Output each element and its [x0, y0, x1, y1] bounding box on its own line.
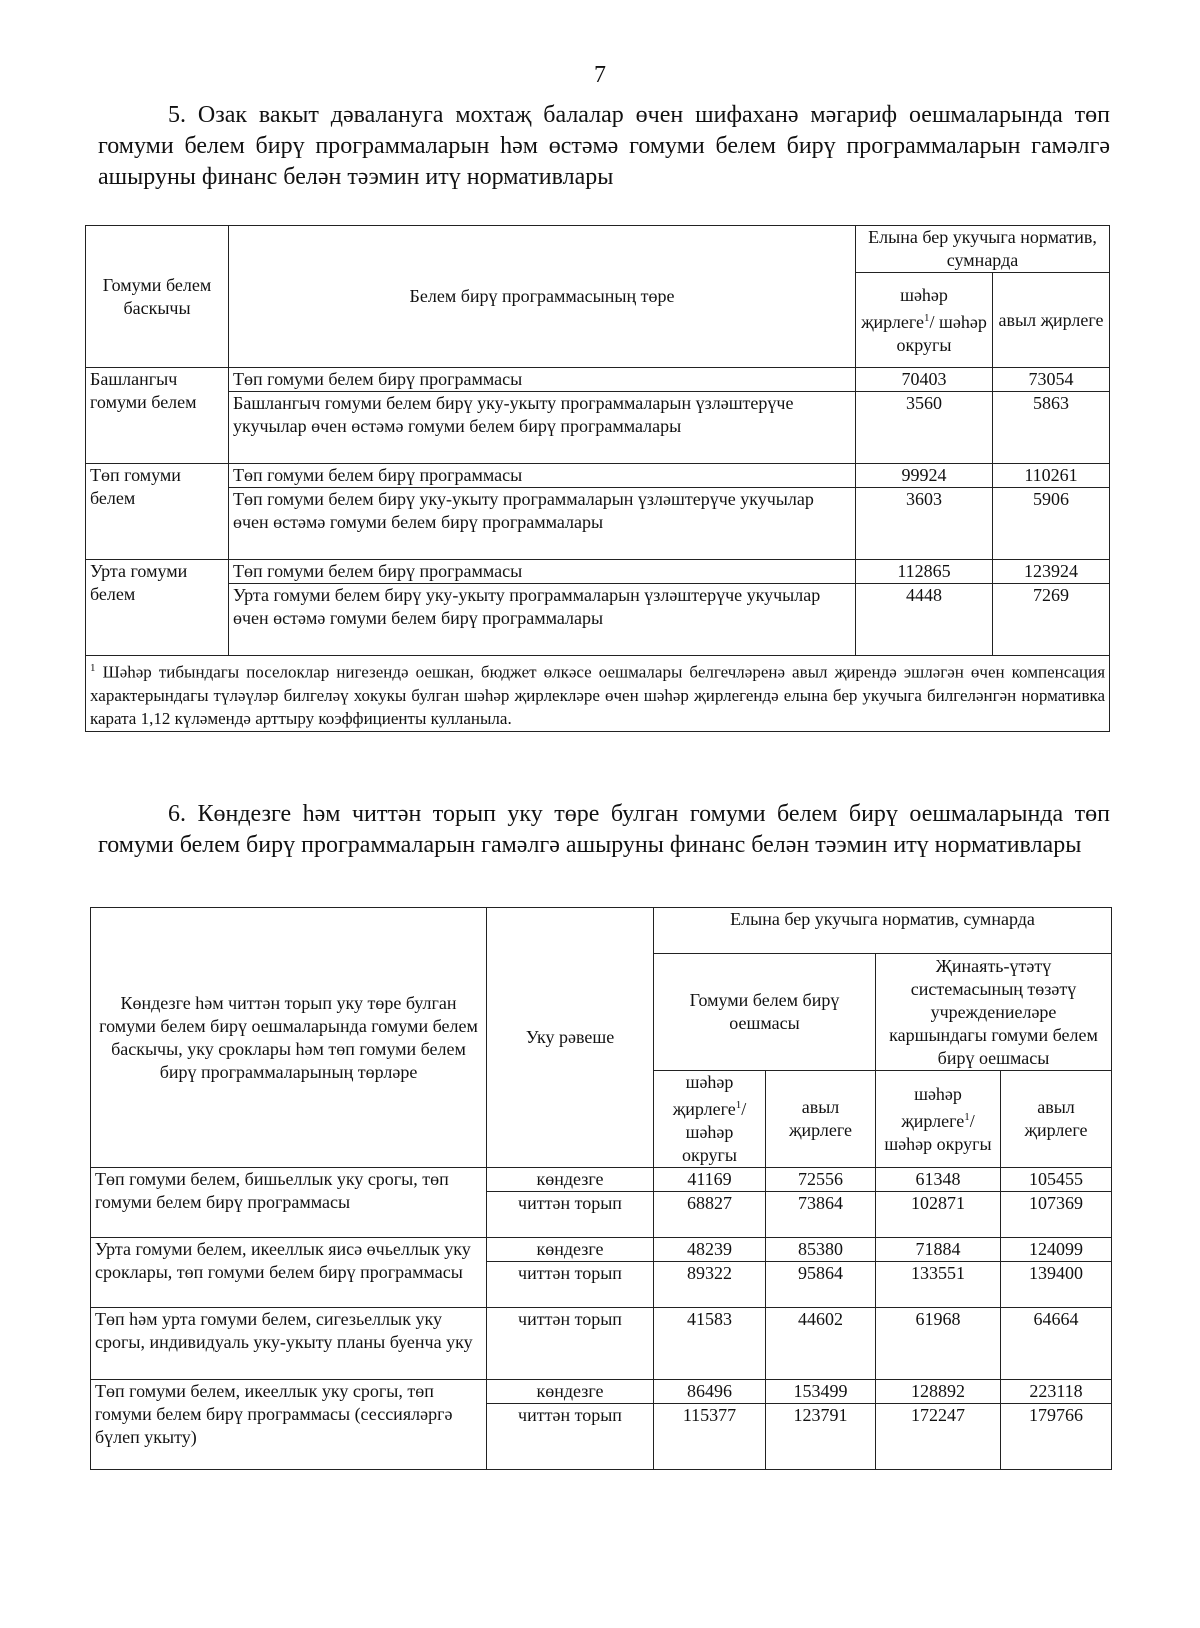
value-cell: 123791 [766, 1404, 876, 1470]
row-description: Төп гомуми белем, бишьеллык уку срогы, төп гомуми белем бирү программасы [91, 1168, 487, 1238]
header-urban-l1: шәһәр [900, 284, 948, 305]
value-cell: 71884 [876, 1238, 1001, 1262]
study-form: читтән торып [487, 1262, 654, 1308]
header-urban-l1: шәһәр [914, 1083, 962, 1104]
header-normative-group: Елына бер укучыга норматив, сумнарда [856, 226, 1110, 273]
header-stage [86, 226, 229, 368]
row-description: Төп гомуми белем, икееллык уку срогы, төп гомуми белем бирү программасы (сессияләргә бүлеп укыту) [91, 1380, 487, 1470]
value-cell: 172247 [876, 1404, 1001, 1470]
header-program-type-text: Белем бирү программасының төре [409, 286, 675, 306]
value-cell: 105455 [1001, 1168, 1112, 1192]
footnote-ref: 1 [735, 1099, 742, 1111]
value-cell: 128892 [876, 1380, 1001, 1404]
study-form: көндезге [487, 1238, 654, 1262]
footnote [86, 656, 1110, 732]
value-cell: 124099 [1001, 1238, 1112, 1262]
header-urban [876, 1071, 1001, 1168]
value-cell: 72556 [766, 1168, 876, 1192]
value-cell: 86496 [654, 1380, 766, 1404]
value-cell: 61968 [876, 1308, 1001, 1380]
urban-value: 4448 [856, 584, 993, 656]
stage-secondary: Урта гомуми белем [86, 560, 229, 656]
study-form: читтән торып [487, 1192, 654, 1238]
value-cell: 179766 [1001, 1404, 1112, 1470]
header-study-form [487, 908, 654, 1168]
header-urban-l2: җирлеге [672, 1099, 736, 1119]
value-cell: 64664 [1001, 1308, 1112, 1380]
value-cell: 139400 [1001, 1262, 1112, 1308]
program-cell: Төп гомуми белем бирү программасы [229, 464, 856, 488]
value-cell: 41583 [654, 1308, 766, 1380]
study-form: читтән торып [487, 1308, 654, 1380]
value-cell: 73864 [766, 1192, 876, 1238]
value-cell: 85380 [766, 1238, 876, 1262]
stage-basic: Төп гомуми белем [86, 464, 229, 560]
stage-primary: Башлангыч гомуми белем [86, 368, 229, 464]
footnote-text: Шәһәр тибындагы поселоклар нигезендә оешкан, бюджет өлкәсе оешмалары белгечләренә авыл җирендә эшләгән өчен компенсация характерындагы түләүләр билгеләү хокукы булган шәһәр җирлекләре өчен шәһәр җирлегендә елына бер укучыга билгеләнгән нормативка карата 1,12 күләмендә арттыру коэффициенты кулланыла. [90, 662, 1106, 728]
header-general-school: Гомуми белем бирү оешмасы [654, 954, 876, 1071]
rural-value: 110261 [993, 464, 1110, 488]
value-cell: 223118 [1001, 1380, 1112, 1404]
program-cell: Урта гомуми белем бирү уку-укыту программаларын үзләштерүче укучылар өчен өстәмә гомуми белем бирү программалары [229, 584, 856, 656]
rural-value: 123924 [993, 560, 1110, 584]
rural-value: 73054 [993, 368, 1110, 392]
program-cell: Башлангыч гомуми белем бирү уку-укыту программаларын үзләштерүче укучылар өчен өстәмә гомуми белем бирү программалары [229, 392, 856, 464]
urban-value: 112865 [856, 560, 993, 584]
value-cell: 48239 [654, 1238, 766, 1262]
value-cell: 107369 [1001, 1192, 1112, 1238]
value-cell: 89322 [654, 1262, 766, 1308]
header-description-text: Көндезге һәм читтән торып уку төре булган гомуми белем бирү оешмаларында гомуми белем баскычы, уку сроклары һәм төп гомуми белем бирү программаларының төрләре [99, 992, 478, 1082]
header-urban-l3: / шәһәр округы [896, 311, 987, 355]
table-5 [85, 225, 1110, 732]
row-description: Урта гомуми белем, икееллык яисә өчьеллык уку сроклары, төп гомуми белем бирү программасы [91, 1238, 487, 1308]
study-form: көндезге [487, 1168, 654, 1192]
value-cell: 133551 [876, 1262, 1001, 1308]
value-cell: 61348 [876, 1168, 1001, 1192]
header-normative-group: Елына бер укучыга норматив, сумнарда [654, 908, 1112, 954]
program-cell: Төп гомуми белем бирү программасы [229, 368, 856, 392]
urban-value: 99924 [856, 464, 993, 488]
rural-value: 5863 [993, 392, 1110, 464]
header-urban-l1: шәһәр [685, 1072, 734, 1092]
header-study-form-text: Уку рәвеше [525, 1027, 615, 1047]
header-urban [856, 273, 993, 368]
section-6-heading: 6. Көндезге һәм читтән торып уку төре булган гомуми белем бирү оешмаларында төп гомуми белем бирү программаларын гамәлгә ашыруны финанс белән тәэмин итү нормативлары [98, 801, 1110, 858]
header-urban-l3: / шәһәр округы [884, 1110, 992, 1154]
urban-value: 3560 [856, 392, 993, 464]
footnote-ref: 1 [964, 1110, 970, 1123]
footnote-ref: 1 [924, 311, 930, 324]
value-cell: 115377 [654, 1404, 766, 1470]
header-rural: авыл җирлеге [1001, 1071, 1112, 1168]
header-urban-l2: җирлеге [901, 1110, 965, 1131]
header-stage-text: Гомуми белем баскычы [102, 274, 212, 318]
header-program-type [229, 226, 856, 368]
urban-value: 3603 [856, 488, 993, 560]
header-rural: авыл җирлеге [993, 273, 1110, 368]
value-cell: 153499 [766, 1380, 876, 1404]
footnote-mark: 1 [90, 662, 96, 674]
header-urban [654, 1071, 766, 1168]
program-cell: Төп гомуми белем бирү программасы [229, 560, 856, 584]
header-rural: авыл җирлеге [766, 1071, 876, 1168]
section-5-heading: 5. Озак вакыт дәвалануга мохтаҗ балалар өчен шифаханә мәгариф оешмаларында төп гомуми белем бирү программаларын һәм өстәмә гомуми белем бирү программаларын гамәлгә ашыруны финанс белән тәэмин итү нормативлары [98, 102, 1110, 190]
header-description [91, 908, 487, 1168]
page-number: 7 [594, 62, 606, 88]
urban-value: 70403 [856, 368, 993, 392]
header-urban-l3: / шәһәр округы [682, 1099, 747, 1165]
row-description: Төп һәм урта гомуми белем, сигезьеллык уку срогы, индивидуаль уку-укыту планы буенча уку [91, 1308, 487, 1380]
study-form: көндезге [487, 1380, 654, 1404]
table-6 [90, 907, 1112, 1470]
rural-value: 7269 [993, 584, 1110, 656]
study-form: читтән торып [487, 1404, 654, 1470]
program-cell: Төп гомуми белем бирү уку-укыту программаларын үзләштерүче укучылар өчен өстәмә гомуми белем бирү программалары [229, 488, 856, 560]
value-cell: 102871 [876, 1192, 1001, 1238]
value-cell: 44602 [766, 1308, 876, 1380]
header-urban-l2: җирлеге [861, 311, 925, 332]
value-cell: 95864 [766, 1262, 876, 1308]
value-cell: 68827 [654, 1192, 766, 1238]
value-cell: 41169 [654, 1168, 766, 1192]
header-penal-school: Җинаять-үтәтү системасының төзәтү учреждениеләре каршындагы гомуми белем бирү оешмасы [876, 954, 1112, 1071]
rural-value: 5906 [993, 488, 1110, 560]
